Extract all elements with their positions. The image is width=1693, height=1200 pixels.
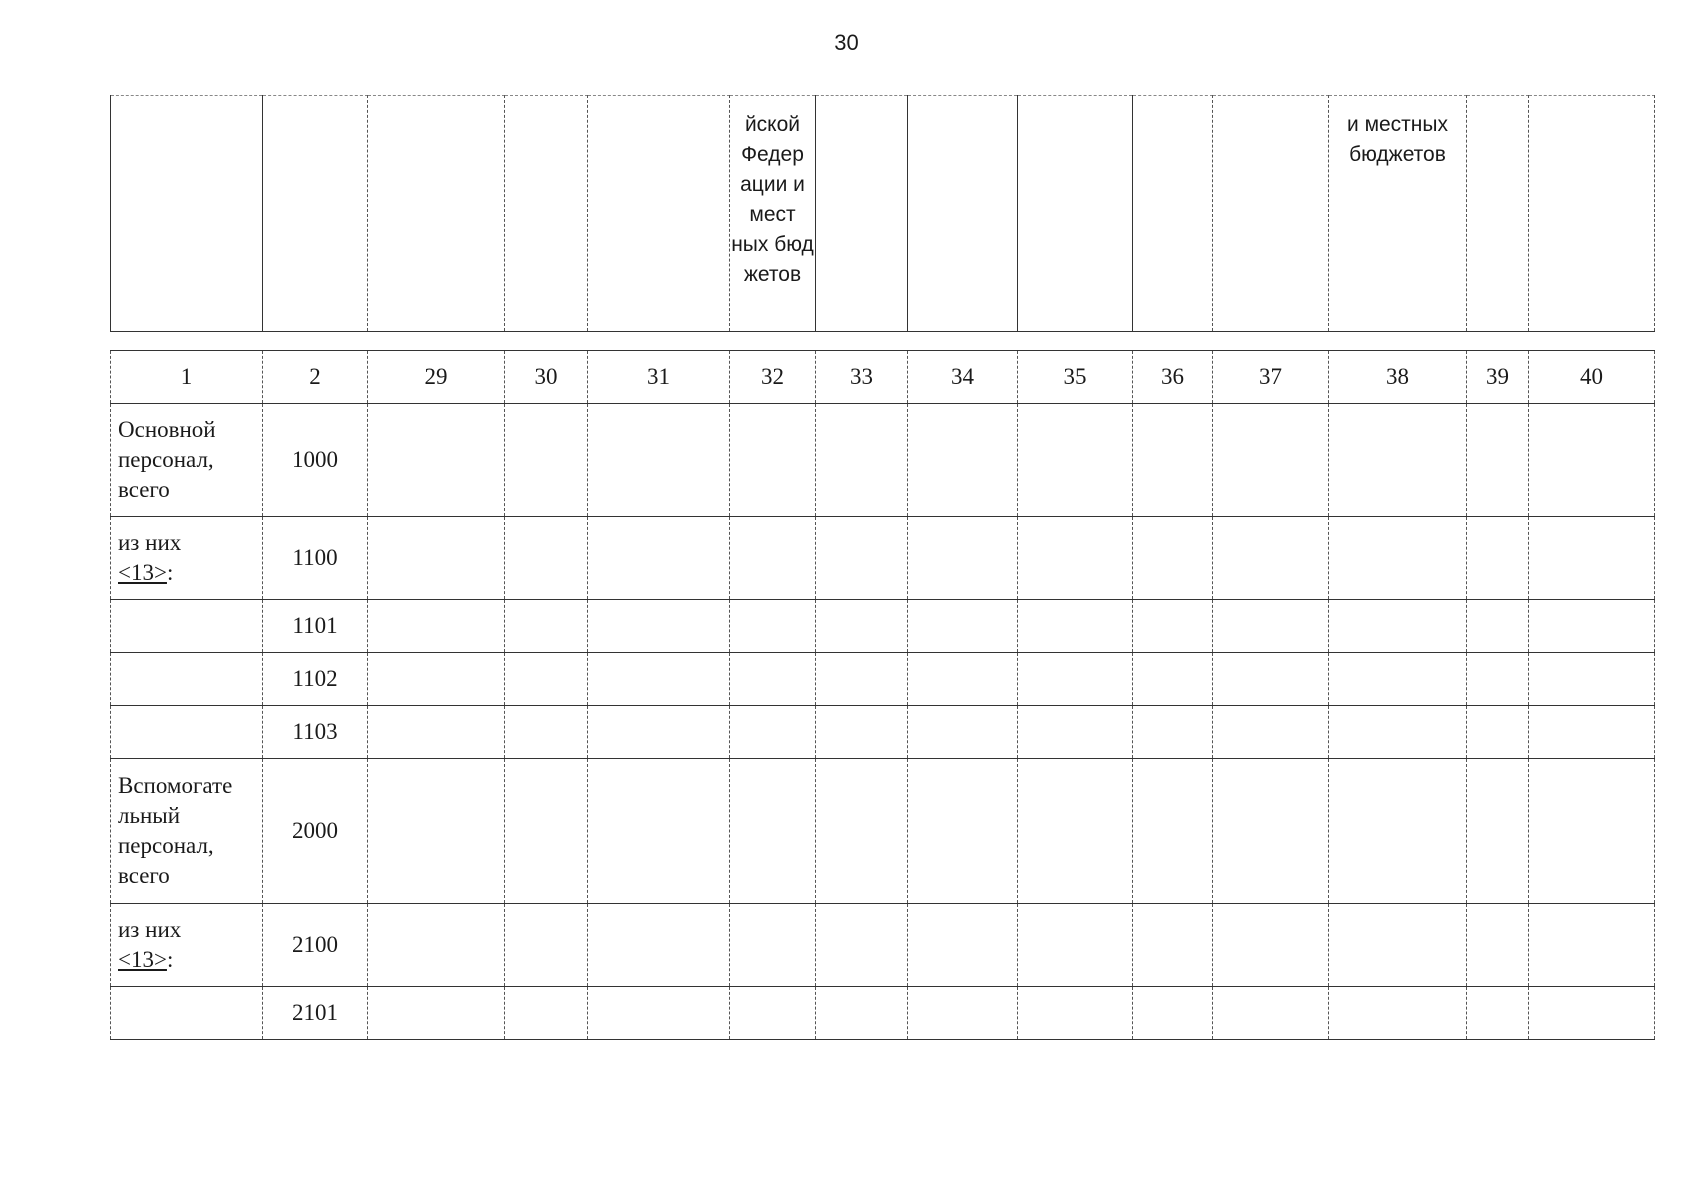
- empty-cell[interactable]: [1213, 759, 1329, 904]
- row-code: 1101: [263, 600, 368, 653]
- row-label-text: из них: [118, 917, 182, 942]
- empty-cell[interactable]: [908, 600, 1018, 653]
- empty-cell[interactable]: [588, 600, 730, 653]
- table-row: [111, 706, 1655, 759]
- empty-cell[interactable]: [1018, 653, 1133, 706]
- row-label: [111, 987, 263, 1040]
- column-number: 35: [1018, 351, 1133, 404]
- empty-cell[interactable]: [1329, 600, 1467, 653]
- column-number: 40: [1529, 351, 1655, 404]
- empty-cell[interactable]: [588, 517, 730, 600]
- empty-cell[interactable]: [816, 904, 908, 987]
- empty-cell[interactable]: [908, 904, 1018, 987]
- empty-cell[interactable]: [1213, 987, 1329, 1040]
- column-number: 39: [1467, 351, 1529, 404]
- header-cell: [1018, 96, 1133, 332]
- empty-cell[interactable]: [908, 759, 1018, 904]
- empty-cell[interactable]: [588, 706, 730, 759]
- empty-cell[interactable]: [588, 653, 730, 706]
- empty-cell[interactable]: [368, 653, 505, 706]
- table-row: [111, 600, 1655, 653]
- row-label: из них <13>:: [111, 904, 263, 987]
- empty-cell[interactable]: [505, 653, 588, 706]
- empty-cell[interactable]: [1018, 600, 1133, 653]
- row-code: 1103: [263, 706, 368, 759]
- empty-cell[interactable]: [505, 517, 588, 600]
- table-row: [111, 653, 1655, 706]
- row-label: [111, 600, 263, 653]
- header-cell-col32: [730, 96, 816, 332]
- header-cell: [111, 96, 263, 332]
- empty-cell[interactable]: [1018, 404, 1133, 517]
- column-number: 37: [1213, 351, 1329, 404]
- row-code: 2101: [263, 987, 368, 1040]
- empty-cell[interactable]: [1133, 987, 1213, 1040]
- empty-cell[interactable]: [1467, 653, 1529, 706]
- empty-cell[interactable]: [1133, 653, 1213, 706]
- row-label: [111, 759, 263, 904]
- empty-cell[interactable]: [730, 404, 816, 517]
- header-cell: [1213, 96, 1329, 332]
- empty-cell[interactable]: [1133, 759, 1213, 904]
- empty-cell[interactable]: [368, 404, 505, 517]
- header-cell: [908, 96, 1018, 332]
- empty-cell[interactable]: [505, 404, 588, 517]
- empty-cell[interactable]: [816, 987, 908, 1040]
- table-row: [111, 517, 1655, 600]
- empty-cell[interactable]: [1329, 517, 1467, 600]
- empty-cell[interactable]: [1213, 404, 1329, 517]
- empty-cell[interactable]: [1329, 706, 1467, 759]
- empty-cell[interactable]: [908, 517, 1018, 600]
- empty-cell[interactable]: [908, 653, 1018, 706]
- table-body: [111, 404, 1655, 1040]
- empty-cell[interactable]: [908, 987, 1018, 1040]
- empty-cell[interactable]: [730, 517, 816, 600]
- page-number: 30: [834, 30, 859, 55]
- row-code: 1000: [263, 404, 368, 517]
- empty-cell[interactable]: [1529, 653, 1655, 706]
- empty-cell[interactable]: [730, 706, 816, 759]
- row-label-text: Вспомогате льный персонал, всего: [118, 773, 233, 888]
- header-cell: [588, 96, 730, 332]
- empty-cell[interactable]: [588, 404, 730, 517]
- row-label: из них <13>:: [111, 517, 263, 600]
- empty-cell[interactable]: [730, 759, 816, 904]
- empty-cell[interactable]: [1329, 653, 1467, 706]
- column-number: 30: [505, 351, 588, 404]
- empty-cell[interactable]: [1529, 759, 1655, 904]
- column-number: 2: [263, 351, 368, 404]
- empty-cell[interactable]: [816, 600, 908, 653]
- column-number-row: [111, 351, 1655, 404]
- empty-cell[interactable]: [1529, 404, 1655, 517]
- empty-cell[interactable]: [1329, 759, 1467, 904]
- empty-cell[interactable]: [1529, 706, 1655, 759]
- empty-cell[interactable]: [1133, 706, 1213, 759]
- empty-cell[interactable]: [1018, 904, 1133, 987]
- empty-cell[interactable]: [1467, 706, 1529, 759]
- empty-cell[interactable]: [505, 600, 588, 653]
- column-number: 33: [816, 351, 908, 404]
- column-number: 32: [730, 351, 816, 404]
- table-row: [111, 904, 1655, 987]
- row-code: 2100: [263, 904, 368, 987]
- empty-cell[interactable]: [505, 706, 588, 759]
- header-cell-col38: [1329, 96, 1467, 332]
- empty-cell[interactable]: [816, 517, 908, 600]
- column-number: 38: [1329, 351, 1467, 404]
- header-cell: [368, 96, 505, 332]
- header-cell: [1529, 96, 1655, 332]
- empty-cell[interactable]: [1329, 404, 1467, 517]
- staff-table: [110, 350, 1655, 1040]
- empty-cell[interactable]: [1018, 987, 1133, 1040]
- empty-cell[interactable]: [1213, 904, 1329, 987]
- row-code: 1100: [263, 517, 368, 600]
- empty-cell[interactable]: [1213, 653, 1329, 706]
- header-cell: [1467, 96, 1529, 332]
- table-row: [111, 987, 1655, 1040]
- header-text-col32: йской Федер ации и мест ных бюд жетов: [731, 113, 814, 286]
- row-label: [111, 653, 263, 706]
- column-number: 34: [908, 351, 1018, 404]
- empty-cell[interactable]: [368, 987, 505, 1040]
- empty-cell[interactable]: [1529, 517, 1655, 600]
- empty-cell[interactable]: [1467, 987, 1529, 1040]
- empty-cell[interactable]: [1018, 759, 1133, 904]
- row-code: 2000: [263, 759, 368, 904]
- empty-cell[interactable]: [1133, 404, 1213, 517]
- empty-cell[interactable]: [908, 404, 1018, 517]
- empty-cell[interactable]: [588, 759, 730, 904]
- column-number: 36: [1133, 351, 1213, 404]
- empty-cell[interactable]: [816, 404, 908, 517]
- row-label: [111, 706, 263, 759]
- row-label-text: Основной персонал, всего: [118, 417, 216, 502]
- table-row: [111, 759, 1655, 904]
- empty-cell[interactable]: [1467, 759, 1529, 904]
- empty-cell[interactable]: [1213, 517, 1329, 600]
- row-label-text: из них: [118, 530, 182, 555]
- row-code: 1102: [263, 653, 368, 706]
- empty-cell[interactable]: [1329, 987, 1467, 1040]
- table-row: [111, 404, 1655, 517]
- empty-cell[interactable]: [505, 904, 588, 987]
- header-cell: [505, 96, 588, 332]
- column-number: 29: [368, 351, 505, 404]
- empty-cell[interactable]: [730, 904, 816, 987]
- empty-cell[interactable]: [1329, 904, 1467, 987]
- empty-cell[interactable]: [730, 653, 816, 706]
- column-number: 1: [111, 351, 263, 404]
- empty-cell[interactable]: [368, 600, 505, 653]
- empty-cell[interactable]: [730, 600, 816, 653]
- empty-cell[interactable]: [816, 653, 908, 706]
- empty-cell[interactable]: [1529, 904, 1655, 987]
- header-continuation-table: [110, 95, 1655, 332]
- empty-cell[interactable]: [908, 706, 1018, 759]
- header-text-col38: и местных бюджетов: [1347, 113, 1448, 166]
- empty-cell[interactable]: [505, 759, 588, 904]
- footnote-link[interactable]: <13>: [118, 947, 167, 972]
- header-cell: [816, 96, 908, 332]
- empty-cell[interactable]: [368, 517, 505, 600]
- empty-cell[interactable]: [1529, 987, 1655, 1040]
- header-cell: [263, 96, 368, 332]
- empty-cell[interactable]: [1018, 517, 1133, 600]
- empty-cell[interactable]: [1018, 706, 1133, 759]
- empty-cell[interactable]: [816, 706, 908, 759]
- header-cell: [1133, 96, 1213, 332]
- empty-cell[interactable]: [1467, 517, 1529, 600]
- empty-cell[interactable]: [368, 904, 505, 987]
- empty-cell[interactable]: [816, 759, 908, 904]
- empty-cell[interactable]: [1133, 600, 1213, 653]
- empty-cell[interactable]: [1467, 904, 1529, 987]
- empty-cell[interactable]: [1467, 404, 1529, 517]
- empty-cell[interactable]: [588, 904, 730, 987]
- empty-cell[interactable]: [368, 759, 505, 904]
- empty-cell[interactable]: [368, 706, 505, 759]
- column-number: 31: [588, 351, 730, 404]
- empty-cell[interactable]: [505, 987, 588, 1040]
- footnote-link[interactable]: <13>: [118, 560, 167, 585]
- empty-cell[interactable]: [588, 987, 730, 1040]
- empty-cell[interactable]: [1213, 600, 1329, 653]
- empty-cell[interactable]: [1133, 904, 1213, 987]
- empty-cell[interactable]: [1133, 517, 1213, 600]
- row-label: [111, 404, 263, 517]
- empty-cell[interactable]: [1213, 706, 1329, 759]
- empty-cell[interactable]: [730, 987, 816, 1040]
- empty-cell[interactable]: [1467, 600, 1529, 653]
- empty-cell[interactable]: [1529, 600, 1655, 653]
